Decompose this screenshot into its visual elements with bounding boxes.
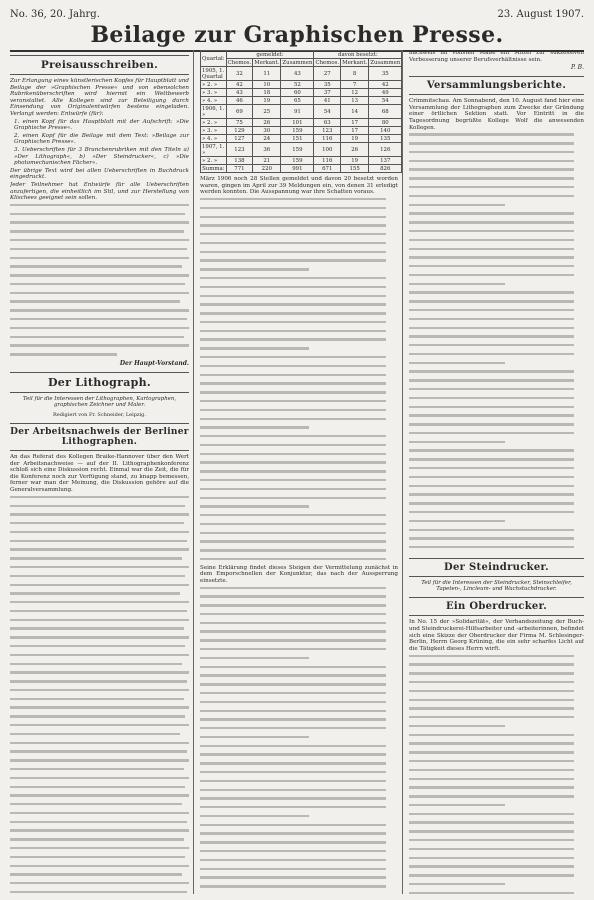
- text-line: [200, 426, 398, 433]
- text-line: [200, 479, 398, 486]
- text-line: [200, 321, 398, 328]
- table-col-header: Merkant.: [342, 59, 368, 66]
- middle-p2: Seine Erklärung findet dieses Steigen der Vermittelung zunächst in dem Emporschnellen der Konjunktur, das nach der Aussperrung einsetzte.: [200, 564, 398, 584]
- table-cell: 41: [314, 97, 341, 105]
- preis-signature: Der Haupt-Vorstand.: [119, 359, 189, 367]
- table-row: [201, 89, 402, 97]
- text-line: [409, 865, 584, 872]
- text-line: [200, 806, 398, 813]
- table-col-header: Zusammen: [370, 59, 401, 66]
- text-line: [200, 683, 398, 690]
- text-line: [200, 505, 398, 512]
- text-line: [409, 265, 584, 272]
- text-line: [409, 511, 584, 518]
- table-cell: 36: [253, 143, 281, 157]
- text-line: [200, 657, 398, 664]
- text-line: [409, 353, 584, 360]
- text-line: [409, 370, 584, 377]
- text-line: [200, 277, 398, 284]
- text-line: [200, 497, 398, 504]
- text-line: [409, 778, 584, 785]
- text-line: [409, 655, 584, 662]
- table-cell: 63: [314, 119, 341, 127]
- table-total-cell: 826: [369, 165, 402, 173]
- text-line: [409, 874, 584, 881]
- text-line: [409, 160, 584, 167]
- table-cell: 52: [281, 81, 314, 89]
- text-line: [409, 493, 584, 500]
- text-line: [200, 268, 398, 275]
- text-line: [409, 663, 584, 670]
- table-total-label: Summa:: [202, 165, 225, 172]
- preis-item-3: 3. Ueberschriften für 3 Branchenrubriken mit den Titeln a) »Der Lithograph«, b) »Der Steindrucker«, c) »Die photomechanischen Fächer«.: [14, 146, 189, 167]
- text-line: [409, 291, 584, 298]
- text-line: [200, 251, 398, 258]
- table-cell: 65: [281, 97, 314, 105]
- text-line: [200, 832, 398, 839]
- text-line: [409, 414, 584, 421]
- heading-steindrucker: Der Steindrucker.: [409, 558, 584, 577]
- table-row: [201, 135, 402, 143]
- text-line: [200, 224, 398, 231]
- table-col-header: Merkant.: [254, 59, 280, 66]
- table-cell: 43: [281, 67, 314, 81]
- table-cell: 32: [226, 67, 253, 81]
- text-line: [409, 476, 584, 483]
- table-cell: 14: [341, 105, 369, 119]
- table-cell: 42: [226, 81, 253, 89]
- text-line: [409, 681, 584, 688]
- table-row: [201, 105, 402, 119]
- text-line: [200, 762, 398, 769]
- table-cell: 17: [341, 119, 369, 127]
- text-line: [409, 449, 584, 456]
- table-row: [201, 143, 402, 157]
- text-line: [409, 309, 584, 316]
- table-total-cell: 671: [314, 165, 341, 173]
- table-cell: 123: [314, 127, 341, 135]
- table-cell: 91: [281, 105, 314, 119]
- heading-versammlungsberichte: Versammlungsberichte.: [409, 76, 584, 95]
- text-line: [200, 666, 398, 673]
- table-cell: 138: [226, 157, 253, 165]
- table-header-besetzt: davon besetzt:: [314, 51, 402, 59]
- text-line: [409, 344, 584, 351]
- text-line: [200, 868, 398, 875]
- table-header-gemeldet: gemeldet:: [226, 51, 314, 59]
- table-cell: 151: [281, 135, 314, 143]
- table-total-cell: 991: [281, 165, 314, 173]
- table-cell: 159: [281, 143, 314, 157]
- text-line: [409, 707, 584, 714]
- text-line: [409, 239, 584, 246]
- table-cell: 19: [253, 97, 281, 105]
- text-line: [200, 400, 398, 407]
- table-cell: 42: [369, 81, 402, 89]
- text-line: [200, 295, 398, 302]
- preis-item-1: 1. einen Kopf für das Hauptblatt mit der Aufschrift: »Die Graphische Presse«.: [14, 118, 189, 132]
- text-line: [200, 312, 398, 319]
- table-cell: 11: [253, 67, 281, 81]
- table-header-quartal: Quartal:: [201, 51, 227, 67]
- text-line: [200, 850, 398, 857]
- text-line: [409, 300, 584, 307]
- text-line: [200, 198, 398, 205]
- text-line: [200, 435, 398, 442]
- text-line: [200, 470, 398, 477]
- middle-body-lines-1: [200, 198, 398, 565]
- table-total-row: [201, 165, 402, 173]
- table-cell: 37: [314, 89, 341, 97]
- table-cell: 54: [314, 105, 341, 119]
- text-line: [200, 488, 398, 495]
- table-col-header: Zusammen: [282, 59, 313, 66]
- text-line: [200, 286, 398, 293]
- table-cell: 19: [341, 157, 369, 165]
- table-cell: 68: [369, 105, 402, 119]
- column-left: [10, 50, 194, 894]
- text-line: [409, 502, 584, 509]
- text-line: [200, 259, 398, 266]
- text-line: [409, 177, 584, 184]
- table-cell: 24: [253, 135, 281, 143]
- text-line: [409, 734, 584, 741]
- table-cell: 26: [253, 119, 281, 127]
- text-line: [409, 786, 584, 793]
- table-cell: 27: [314, 67, 341, 81]
- text-line: [409, 168, 584, 175]
- text-line: [200, 622, 398, 629]
- text-line: [200, 815, 398, 822]
- text-line: [200, 356, 398, 363]
- table-cell: 25: [253, 105, 281, 119]
- text-line: [200, 391, 398, 398]
- table-cell: 129: [226, 127, 253, 135]
- text-line: [200, 595, 398, 602]
- table-cell: 135: [369, 135, 402, 143]
- columns: [10, 50, 584, 894]
- table-total-cell: 155: [341, 165, 369, 173]
- text-line: [200, 876, 398, 883]
- text-line: [200, 692, 398, 699]
- text-line: [200, 718, 398, 725]
- text-line: [409, 883, 584, 890]
- issue-line: [10, 6, 584, 20]
- lithograph-editor: Redigiert von Fr. Schneider, Leipzig.: [53, 411, 146, 418]
- table-body: [201, 67, 402, 173]
- table-cell: 159: [281, 157, 314, 165]
- oberdrucker-body-lines: [409, 655, 584, 894]
- arbeitsnachweis-body-lines: [10, 496, 189, 894]
- text-line: [200, 771, 398, 778]
- preis-p2: Der übrige Text wird bei allen Ueberschriften in Buchdruck eingedruckt.: [10, 167, 189, 181]
- text-line: [409, 256, 584, 263]
- text-line: [200, 540, 398, 547]
- issue-number: No. 36, 20. Jahrg.: [10, 9, 100, 20]
- text-line: [200, 347, 398, 354]
- text-line: [409, 716, 584, 723]
- table-cell: 19: [341, 135, 369, 143]
- middle-body-lines-2: [200, 587, 398, 894]
- text-line: [409, 441, 584, 448]
- text-line: [409, 520, 584, 527]
- text-line: [200, 242, 398, 249]
- text-line: [200, 824, 398, 831]
- table-cell: 26: [341, 143, 369, 157]
- text-line: [409, 379, 584, 386]
- heading-lithograph: Der Lithograph.: [10, 372, 189, 393]
- text-line: [409, 485, 584, 492]
- table-cell: 21: [253, 157, 281, 165]
- oberdrucker-p1: In No. 15 der »Solidarität«, der Verbandszeitung der Buch- und Steindruckerei-Hilfsarbeiter und -arbeiterinnen, befindet sich eine Skizze der Oberdrucker der Firma M. Schlesinger-Berlin, Herrn Georg Krüning, die ein sehr scharfes Licht auf die Tätigkeit dieses Herrn wirft.: [409, 619, 584, 652]
- text-line: [409, 537, 584, 544]
- text-line: [200, 797, 398, 804]
- column-middle: [200, 50, 403, 894]
- text-line: [409, 795, 584, 802]
- preis-item-2: 2. einen Kopf für die Beilage mit dem Text: »Beilage zur Graphischen Presse«.: [14, 132, 189, 146]
- arbeitsnachweis-p1: An das Referat des Kollegen Braike-Hannover über den Wert der Arbeitsnachweise — auf der II. Lithographenkonferenz schloß sich eine Diskussion recht. Einmal war die Zeit, die für die Konferenz noch zur Verfügung stand, zu knapp bemessen, ferner war man der Meinung, die Diskussion gehöre auf die Generalversammlung.: [10, 453, 189, 493]
- heading-arbeitsnachweis: Der Arbeitsnachweis der Berliner Lithographen.: [10, 423, 189, 451]
- table-cell: 123: [226, 143, 253, 157]
- table-cell: 12: [341, 89, 369, 97]
- table-cell: 18: [253, 89, 281, 97]
- text-line: [409, 151, 584, 158]
- table-row: [201, 119, 402, 127]
- text-line: [409, 142, 584, 149]
- text-line: [200, 885, 398, 892]
- table-cell: 80: [369, 119, 402, 127]
- text-line: [409, 248, 584, 255]
- table-cell: 35: [314, 81, 341, 89]
- table-cell: 13: [341, 97, 369, 105]
- table-row-label: » 3. »: [201, 89, 227, 97]
- table-cell: 126: [369, 143, 402, 157]
- text-line: [200, 630, 398, 637]
- table-cell: 43: [226, 89, 253, 97]
- text-line: [200, 639, 398, 646]
- text-line: [409, 839, 584, 846]
- text-line: [409, 274, 584, 281]
- table-col-header: Chemos.: [315, 59, 340, 66]
- text-line: [409, 458, 584, 465]
- text-line: [200, 374, 398, 381]
- text-line: [200, 303, 398, 310]
- text-line: [409, 195, 584, 202]
- table-cell: 137: [369, 157, 402, 165]
- text-line: [409, 751, 584, 758]
- text-line: [200, 549, 398, 556]
- text-line: [200, 514, 398, 521]
- table-row: [201, 127, 402, 135]
- steindrucker-subtitle: Teil für die Interessen der Steindrucker, Steinschleifer, Tapeten-, Lincleum- und Wachstuchdrucker.: [421, 579, 572, 593]
- text-line: [200, 409, 398, 416]
- text-line: [200, 558, 398, 565]
- text-line: [200, 523, 398, 530]
- text-line: [200, 736, 398, 743]
- masthead-title: Beilage zur Graphischen Presse.: [10, 22, 584, 52]
- text-line: [200, 710, 398, 717]
- text-line: [409, 769, 584, 776]
- text-line: [409, 204, 584, 211]
- text-line: [409, 760, 584, 767]
- text-line: [409, 804, 584, 811]
- text-line: [200, 207, 398, 214]
- right-top-signature: P. B.: [571, 64, 584, 72]
- text-line: [200, 701, 398, 708]
- text-line: [409, 221, 584, 228]
- table-cell: 49: [369, 89, 402, 97]
- text-line: [409, 848, 584, 855]
- text-line: [409, 529, 584, 536]
- text-line: [200, 587, 398, 594]
- table-total-cell: 771: [226, 165, 253, 173]
- text-line: [409, 327, 584, 334]
- table-subheader-row: [201, 59, 402, 67]
- table-row-label: » 4. »: [201, 135, 227, 143]
- table-cell: 140: [369, 127, 402, 135]
- text-line: [200, 789, 398, 796]
- preis-intro: Zur Erlangung eines künstlerischen Kopfes für Hauptblatt und Beilage der »Graphischen Presse« und von ebensolchen Rubrikenüberschriften wird hiermit ein Wettbewerb veranstaltet. Alle Kollegen sind zur Beteiligung durch Einsendung von Originalentwürfen bestens eingeladen. Verlangt werden: Entwürfe (für):: [10, 78, 189, 117]
- table-cell: 60: [281, 89, 314, 97]
- text-line: [200, 727, 398, 734]
- middle-p1: März 1906 noch 28 Stellen gemeldet und davon 20 besetzt worden waren, gingen im April zur 39 Meldungen ein, von denen 31 erledigt werden konnten. Die Ausspannung war ihre Schatten voraus.: [200, 176, 398, 196]
- table-cell: 127: [226, 135, 253, 143]
- column-right: [409, 50, 584, 894]
- table-cell: 75: [226, 119, 253, 127]
- text-line: [200, 604, 398, 611]
- text-line: [200, 418, 398, 425]
- text-line: [409, 857, 584, 864]
- text-line: [409, 690, 584, 697]
- text-line: [409, 133, 584, 140]
- text-line: [409, 830, 584, 837]
- text-line: [200, 532, 398, 539]
- text-line: [409, 212, 584, 219]
- table-row: [201, 157, 402, 165]
- text-line: [409, 699, 584, 706]
- heading-preisausschreiben: Preisausschreiben.: [10, 55, 189, 75]
- text-line: [409, 892, 584, 894]
- table-cell: 100: [314, 143, 341, 157]
- table-cell: 30: [253, 127, 281, 135]
- text-line: [200, 859, 398, 866]
- text-line: [200, 461, 398, 468]
- text-line: [200, 745, 398, 752]
- table-cell: 54: [369, 97, 402, 105]
- text-line: [200, 444, 398, 451]
- heading-oberdrucker: Ein Oberdrucker.: [409, 597, 584, 616]
- text-line: [409, 362, 584, 369]
- text-line: [409, 725, 584, 732]
- table-cell: 69: [226, 105, 253, 119]
- table-cell: 159: [281, 127, 314, 135]
- issue-date: 23. August 1907.: [497, 9, 584, 20]
- text-line: [409, 230, 584, 237]
- text-line: [200, 674, 398, 681]
- text-line: [409, 742, 584, 749]
- text-line: [409, 388, 584, 395]
- text-line: [200, 841, 398, 848]
- versammlung-p1: Crimmitschau. Am Sonnabend, den 10. August fand hier eine Versammlung der Lithographen zum Zwecke der Gründung einer örtlichen Sektion statt. Vor Eintritt in die Tagesordnung begrüßte Kollege Wolf die anwesenden Kollegen.: [409, 98, 584, 131]
- text-line: [409, 546, 584, 553]
- text-line: [200, 338, 398, 345]
- table-cell: 35: [369, 67, 402, 81]
- quartal-table: [200, 50, 402, 173]
- text-line: [200, 648, 398, 655]
- lithograph-subtitle: Teil für die Interessen der Lithographen, Kartographen, graphischen Zeichner und Maler.: [22, 395, 177, 409]
- right-top-text: nachweis im vollsten Maße ein Mittel zur sukzessiven Verbesserung unserer Berufsverhältnisse sein.: [409, 50, 584, 63]
- table-cell: 10: [253, 81, 281, 89]
- table-row: [201, 97, 402, 105]
- table-cell: 8: [341, 67, 369, 81]
- text-line: [200, 613, 398, 620]
- table-cell: 101: [281, 119, 314, 127]
- table-row-label: » 4. »: [201, 97, 227, 105]
- text-line: [409, 335, 584, 342]
- text-line: [409, 672, 584, 679]
- table-row-label: » 2. »: [201, 119, 227, 127]
- text-line: [409, 283, 584, 290]
- versammlung-body-lines: [409, 133, 584, 552]
- table-row-label: 1907, 1. »: [202, 143, 225, 156]
- preis-body-lines: [10, 204, 189, 360]
- table-row-label: » 3. »: [201, 127, 227, 135]
- text-line: [200, 382, 398, 389]
- text-line: [409, 406, 584, 413]
- table-row-label: 1905, 1. Quartal: [202, 67, 225, 80]
- table-cell: 7: [341, 81, 369, 89]
- table-row-label: » 2. »: [201, 157, 227, 165]
- text-line: [409, 432, 584, 439]
- text-line: [200, 780, 398, 787]
- table-row-label: » 2. »: [201, 81, 227, 89]
- text-line: [200, 330, 398, 337]
- table-col-header: Chemos.: [227, 59, 252, 66]
- table-row-label: 1906, 1. »: [202, 105, 225, 118]
- text-line: [200, 365, 398, 372]
- table-cell: 17: [341, 127, 369, 135]
- table-row: [201, 81, 402, 89]
- text-line: [409, 467, 584, 474]
- table-total-cell: 220: [253, 165, 281, 173]
- text-line: [409, 813, 584, 820]
- preis-p3: Jeder Teilnehmer hat Entwürfe für alle Ueberschriften anzufertigen, die einheitlich im Stil, und zur Herstellung von Klischees geeignet sein sollen.: [10, 181, 189, 202]
- table-cell: 46: [226, 97, 253, 105]
- text-line: [409, 318, 584, 325]
- text-line: [409, 397, 584, 404]
- table-cell: 116: [314, 157, 341, 165]
- text-line: [200, 453, 398, 460]
- text-line: [200, 216, 398, 223]
- text-line: [409, 821, 584, 828]
- text-line: [409, 423, 584, 430]
- text-line: [409, 186, 584, 193]
- text-line: [200, 233, 398, 240]
- table-row: [201, 67, 402, 81]
- table-cell: 116: [314, 135, 341, 143]
- text-line: [200, 753, 398, 760]
